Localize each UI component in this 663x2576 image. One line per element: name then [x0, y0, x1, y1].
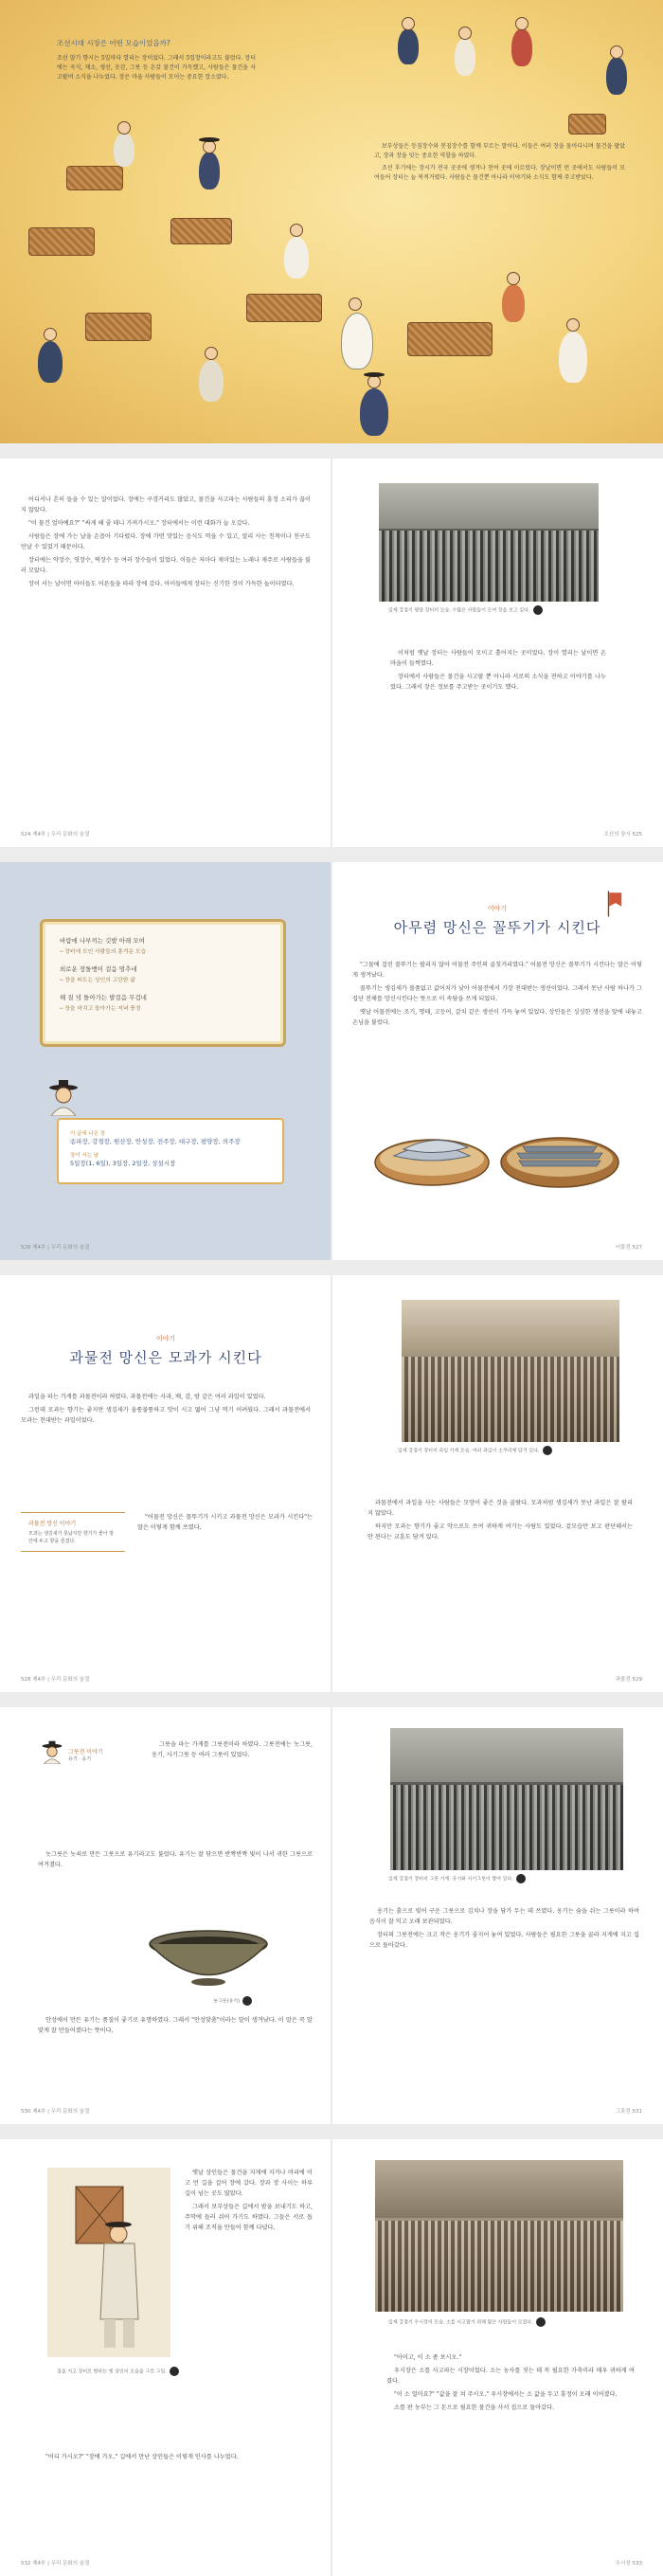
photo-caption: [398, 1446, 620, 1455]
fruit-shop-photo: [402, 1300, 619, 1442]
side-note-desc: 모과는 생김새가 못났지만 향기가 좋아 방 안에 두고 향을 즐겼다.: [28, 1531, 115, 1544]
camera-icon: [543, 1446, 552, 1455]
person-figure: [606, 57, 627, 95]
page-footer: 532 제4부 | 우리 문화의 숨결: [21, 2561, 90, 2567]
paragraph: "이 물건 얼마예요?" "싸게 해 줄 테니 가져가시오." 장터에서는 이런 대화가 늘 오갔다.: [28, 520, 250, 527]
chapter-title: 아무렴 망신은 꼴뚜기가 시킨다: [393, 919, 601, 936]
paragraph: 어디서나 흔히 들을 수 있는 말이었다. 장에는 구경거리도 많았고, 물건을 사고파는 사람들의 흥정 소리가 끊이지 않았다.: [21, 496, 311, 513]
poem-note: ─ 장을 마치고 돌아가는 저녁 풍경: [60, 1006, 141, 1012]
paragraph: "아이고, 이 소 좀 보시오.": [394, 2354, 462, 2361]
page-533: [332, 2139, 663, 2576]
photo-crowd: [402, 1357, 619, 1442]
chapter-label: 이야기: [487, 905, 508, 912]
paragraph: 조선 후기에는 장시가 전국 곳곳에 생겨나 천여 곳에 이르렀다. 장날이면 먼 곳에서도 사람들이 모여들어 장터는 늘 북적거렸다. 사람들은 물건뿐 아니라 이야기와 소식도 함께 주고받았다.: [374, 165, 625, 181]
peddler-illustration: [47, 2168, 170, 2357]
body-text: [390, 648, 606, 695]
side-note-title: 그릇전 이야기: [68, 1749, 103, 1756]
person-figure: [199, 152, 220, 189]
gat-hat: [199, 137, 220, 142]
info-box: [57, 1118, 284, 1184]
body-text: [367, 1498, 633, 1545]
paragraph: 보부상들은 등짐장수와 봇짐장수를 함께 부르는 말이다. 이들은 여러 장을 돌아다니며 물건을 팔았고, 장과 장을 잇는 중요한 역할을 하였다.: [374, 143, 625, 159]
body-text: [38, 2452, 313, 2465]
person-head: [117, 121, 131, 135]
person-head: [203, 140, 216, 153]
info-value: 송파장, 강경장, 원산장, 안성장, 전주장, 대구장, 평양장, 의주장: [70, 1138, 241, 1145]
paragraph: "어물전 망신은 꼴뚜기가 시키고 과물전 망신은 모과가 시킨다"는 말은 이렇게 함께 쓰였다.: [137, 1514, 313, 1531]
body-text: [152, 1739, 313, 1763]
paragraph: 옛날 어물전에는 조기, 명태, 고등어, 갈치 같은 생선이 가득 놓여 있었다. 상인들은 싱싱한 생선을 앞에 내놓고 손님을 불렀다.: [352, 1009, 642, 1026]
camera-icon: [536, 2317, 546, 2327]
body-text: [21, 1392, 311, 1426]
basket-illustration: [568, 114, 606, 135]
body-text: [38, 2015, 313, 2039]
caption-text: 짐을 지고 장터로 향하는 옛 상인의 모습을 그린 그림.: [57, 2369, 167, 2375]
photo-caption: [388, 605, 597, 615]
paragraph: 장터에서 사람들은 물건을 사고팔 뿐 아니라 서로의 소식을 전하고 이야기를 나누었다. 그래서 장은 정보를 주고받는 곳이기도 했다.: [390, 674, 606, 691]
person-head: [566, 318, 580, 332]
paragraph: 우시장은 소를 사고파는 시장이었다. 소는 농사를 짓는 데 꼭 필요한 가축이라 매우 귀하게 여겼다.: [386, 2368, 635, 2385]
camera-icon: [242, 1996, 252, 2006]
person-figure: [284, 237, 309, 279]
person-head: [205, 347, 218, 360]
paragraph: 장터에는 약장수, 엿장수, 떡장수 등 여러 장수들이 있었다. 이들은 저마다 재미있는 노래나 재주로 사람들을 불러 모았다.: [21, 557, 311, 574]
paragraph: 옹기는 흙으로 빚어 구운 그릇으로 김치나 장을 담가 두는 데 쓰였다. 옹기는 숨을 쉬는 그릇이라 하여 음식이 잘 익고 오래 보관되었다.: [369, 1908, 639, 1925]
side-note-box: [21, 1512, 125, 1552]
person-figure: [455, 38, 475, 76]
chapter-title: 과물전 망신은 모과가 시킨다: [69, 1349, 262, 1366]
paragraph: 그래서 보부상들은 길에서 밤을 보내기도 하고, 주막에 들러 쉬어 가기도 하였다. 그들은 서로 돕기 위해 조직을 만들어 함께 다녔다.: [185, 2204, 313, 2231]
illustration-right-wrap: [374, 142, 625, 183]
spread-market-illustration: [0, 0, 663, 443]
paragraph: "그물에 걸린 꼴뚜기는 팔리지 않아 어물전 주인의 골칫거리였다." 어물전 망신은 꼴뚜기가 시킨다는 말은 이렇게 생겨났다.: [352, 962, 642, 979]
paragraph: 과일을 파는 가게를 과물전이라 하였다. 과물전에는 사과, 배, 감, 밤 같은 여러 과일이 있었다.: [28, 1394, 266, 1400]
person-head: [367, 375, 381, 388]
bowl-caption: [213, 1996, 308, 2006]
page-528: [0, 1275, 332, 1692]
info-value: 5일장(1, 6일), 3일장, 2일장, 상설시장: [70, 1160, 176, 1167]
photo-caption: [388, 1874, 625, 1883]
person-head: [458, 27, 472, 40]
person-figure: [502, 284, 525, 322]
person-figure: [38, 341, 63, 383]
poem-line: 바람에 나부끼는 깃발 아래 모여: [60, 937, 145, 945]
brass-bowl-illustration: [142, 1925, 275, 1991]
page-footer: 조선의 장시 525: [603, 832, 642, 838]
body-text: [38, 1849, 313, 1873]
page-527: [332, 862, 663, 1260]
caption-text: 일제 강점기 장터의 과일 가게 모습. 여러 과일이 소쿠리에 담겨 있다.: [398, 1448, 540, 1454]
cattle-market-photo: [375, 2160, 623, 2312]
spread-4: [0, 1275, 663, 1692]
person-figure: [114, 133, 134, 167]
chapter-label: 이야기: [155, 1335, 176, 1342]
paragraph: 놋그릇은 놋쇠로 만든 그릇으로 유기라고도 불렀다. 유기는 잘 닦으면 반짝반짝 빛이 나서 귀한 그릇으로 여겨졌다.: [38, 1851, 313, 1868]
paragraph: 장터의 그릇전에는 크고 작은 옹기가 줄지어 놓여 있었다. 사람들은 필요한 그릇을 골라 지게에 지고 집으로 돌아갔다.: [369, 1932, 639, 1949]
body-text: [386, 2352, 635, 2416]
pottery-shop-photo: [390, 1728, 623, 1870]
basket-illustration: [246, 294, 322, 322]
person-figure: [511, 28, 532, 66]
page-524: [0, 459, 332, 847]
page-529: [332, 1275, 663, 1692]
paragraph: 그런데 모과는 향기는 좋지만 생김새가 울퉁불퉁하고 맛이 시고 떫어 그냥 먹기 어려웠다. 그래서 과물전에서 모과는 천대받는 과일이었다.: [21, 1407, 311, 1424]
illustration-caption: [57, 2367, 180, 2376]
person-head: [290, 224, 303, 237]
photo-caption: [388, 2317, 625, 2327]
person-head: [44, 328, 57, 341]
poem-note: ─ 장을 떠도는 상인의 고단한 삶: [60, 978, 135, 983]
body-text: [185, 2168, 313, 2236]
market-photo: [379, 483, 599, 602]
illustration-intro: [57, 38, 256, 82]
page-530: [0, 1707, 332, 2124]
market-illustration: [0, 0, 663, 443]
basket-illustration: [85, 313, 152, 341]
person-figure: [559, 332, 587, 383]
basket-illustration: [170, 218, 232, 244]
basket-illustration: [66, 166, 123, 190]
paragraph: "이 소 얼마요?" "값을 잘 쳐 주시오." 우시장에서는 소 값을 두고 흥정이 오래 이어졌다.: [394, 2391, 618, 2398]
person-head: [402, 17, 415, 30]
spread-3: [0, 862, 663, 1260]
body-text: [21, 495, 311, 589]
paragraph: 장이 서는 날이면 아이들도 어른들을 따라 장에 갔다. 아이들에게 장터는 신기한 것이 가득한 놀이터였다.: [28, 581, 295, 587]
caption-text: 놋그릇(유기): [213, 1998, 241, 2005]
paragraph: 이처럼 옛날 장터는 사람들이 모이고 흩어지는 곳이었다. 장이 열리는 날이면 온 마을이 들썩였다.: [390, 650, 606, 667]
spread-5: [0, 1707, 663, 2124]
side-note-sub: 유기 · 옹기: [68, 1756, 92, 1762]
narrator-character-icon: [40, 1739, 64, 1764]
person-head: [610, 45, 623, 59]
paragraph: 꼴뚜기는 생김새가 볼품없고 값어치가 낮아 어물전에서 가장 천대받는 생선이었다. 그래서 못난 사람 하나가 그 집단 전체를 망신시킨다는 뜻으로 이 속담을 쓰게 되었다.: [352, 985, 642, 1002]
caption-text: 일제 강점기 평양 장터의 모습. 수많은 사람들이 모여 장을 보고 있다.: [388, 607, 530, 614]
caption-text: 일제 강점기 우시장의 모습. 소를 사고팔기 위해 많은 사람들이 모였다.: [388, 2319, 533, 2326]
paragraph: 그릇을 파는 가게를 그릇전이라 하였다. 그릇전에는 놋그릇, 옹기, 사기그릇 등 여러 그릇이 있었다.: [152, 1741, 313, 1758]
page-footer: 우시장 533: [615, 2561, 642, 2567]
page-525: [332, 459, 663, 847]
photo-crowd: [379, 531, 599, 602]
info-label: 이 글에 나온 장: [70, 1131, 106, 1137]
caption-text: 일제 강점기 장터의 그릇 가게. 옹기와 사기그릇이 쌓여 있다.: [388, 1876, 513, 1882]
photo-sky: [379, 483, 599, 529]
person-head: [349, 297, 362, 311]
poem-card: [40, 919, 286, 1047]
page-footer: 어물전 527: [615, 1245, 642, 1251]
body-text: [369, 1906, 639, 1954]
person-figure: [199, 360, 224, 402]
paragraph: "어디 가시오?" "장에 가오." 길에서 만난 상인들은 이렇게 인사를 나누었다.: [45, 2454, 239, 2460]
photo-sky: [402, 1300, 619, 1354]
paragraph: 소를 판 농부는 그 돈으로 필요한 물건을 사서 집으로 돌아갔다.: [394, 2405, 555, 2411]
photo-sky: [375, 2160, 623, 2218]
illustration-paragraph: 조선 말기 향시는 5일마다 열리는 장이었다. 그래서 5일장이라고도 불렀다. 장터에는 곡식, 채소, 생선, 옷감, 그릇 등 온갖 물건이 가득했고, 사람들은 물건을 사고팔며 소식을 나누었다. 장은 마을 사람들이 모이는 중요한 장소였다.: [57, 55, 256, 81]
person-figure: [398, 28, 419, 64]
spread-6: [0, 2139, 663, 2576]
gat-hat: [364, 372, 385, 377]
page-footer: 524 제4부 | 우리 문화의 숨결: [21, 832, 90, 838]
page-526: [0, 862, 332, 1260]
paragraph: 안성에서 만든 유기는 품질이 좋기로 유명하였다. 그래서 "안성맞춤"이라는 말이 생겨났다. 이 말은 꼭 알맞게 잘 만들어졌다는 뜻이다.: [38, 2017, 313, 2034]
basket-illustration: [407, 322, 493, 356]
person-figure: [360, 388, 388, 436]
person-figure: [341, 313, 373, 369]
camera-icon: [533, 605, 543, 615]
narrator-character-icon: [45, 1078, 81, 1116]
flag-icon: [606, 891, 623, 917]
page-footer: 528 제4부 | 우리 문화의 숨결: [21, 1677, 90, 1683]
paragraph: 옛날 상인들은 물건을 지게에 지거나 머리에 이고 먼 길을 걸어 장에 갔다. 장과 장 사이는 하루 길이 넘는 곳도 많았다.: [185, 2170, 313, 2197]
page-531: [332, 1707, 663, 2124]
illustration-right-text: [374, 142, 625, 186]
side-note-title: 과물전 망신 이야기: [28, 1521, 77, 1527]
side-note-box: [68, 1747, 158, 1763]
photo-crowd: [375, 2221, 623, 2312]
basket-illustration: [28, 227, 95, 256]
photo-sky: [390, 1728, 623, 1782]
page-footer: 과물전 529: [615, 1677, 642, 1683]
person-head: [515, 17, 529, 30]
poem-line: 해 질 녘 돌아가는 발걸음 무겁네: [60, 994, 147, 1001]
camera-icon: [516, 1874, 526, 1883]
paragraph: 사람들은 장에 가는 날을 손꼽아 기다렸다. 장에 가면 맛있는 음식도 먹을 수 있고, 멀리 사는 친척이나 친구도 만날 수 있었기 때문이다.: [21, 533, 311, 550]
page-footer: 그릇전 531: [615, 2109, 642, 2115]
person-head: [507, 272, 520, 285]
camera-icon: [170, 2367, 179, 2376]
page-footer: 530 제4부 | 우리 문화의 숨결: [21, 2109, 90, 2115]
body-text: [137, 1512, 313, 1536]
poem-note: ─ 장터에 모인 사람들의 흥겨운 모습: [60, 949, 147, 955]
info-label: 장이 서는 날: [70, 1153, 99, 1159]
fish-basket-illustration: [356, 1104, 636, 1198]
page-532: [0, 2139, 332, 2576]
page-footer: 526 제4부 | 우리 문화의 숨결: [21, 1245, 90, 1251]
paragraph: 과물전에서 과일을 사는 사람들은 모양이 좋은 것을 골랐다. 모과처럼 생김새가 못난 과일은 잘 팔리지 않았다.: [367, 1500, 633, 1517]
poem-line: 외로운 장돌뱅이 걸음 멈추네: [60, 965, 137, 973]
spread-2: [0, 459, 663, 847]
paragraph: 하지만 모과는 향기가 좋고 약으로도 쓰여 귀하게 여기는 사람도 있었다. 겉모습만 보고 판단해서는 안 된다는 교훈도 담겨 있다.: [367, 1523, 633, 1540]
body-text: [352, 960, 642, 1028]
illustration-heading: 조선시대 시장은 어떤 모습이었을까?: [57, 39, 170, 47]
photo-crowd: [390, 1785, 623, 1870]
